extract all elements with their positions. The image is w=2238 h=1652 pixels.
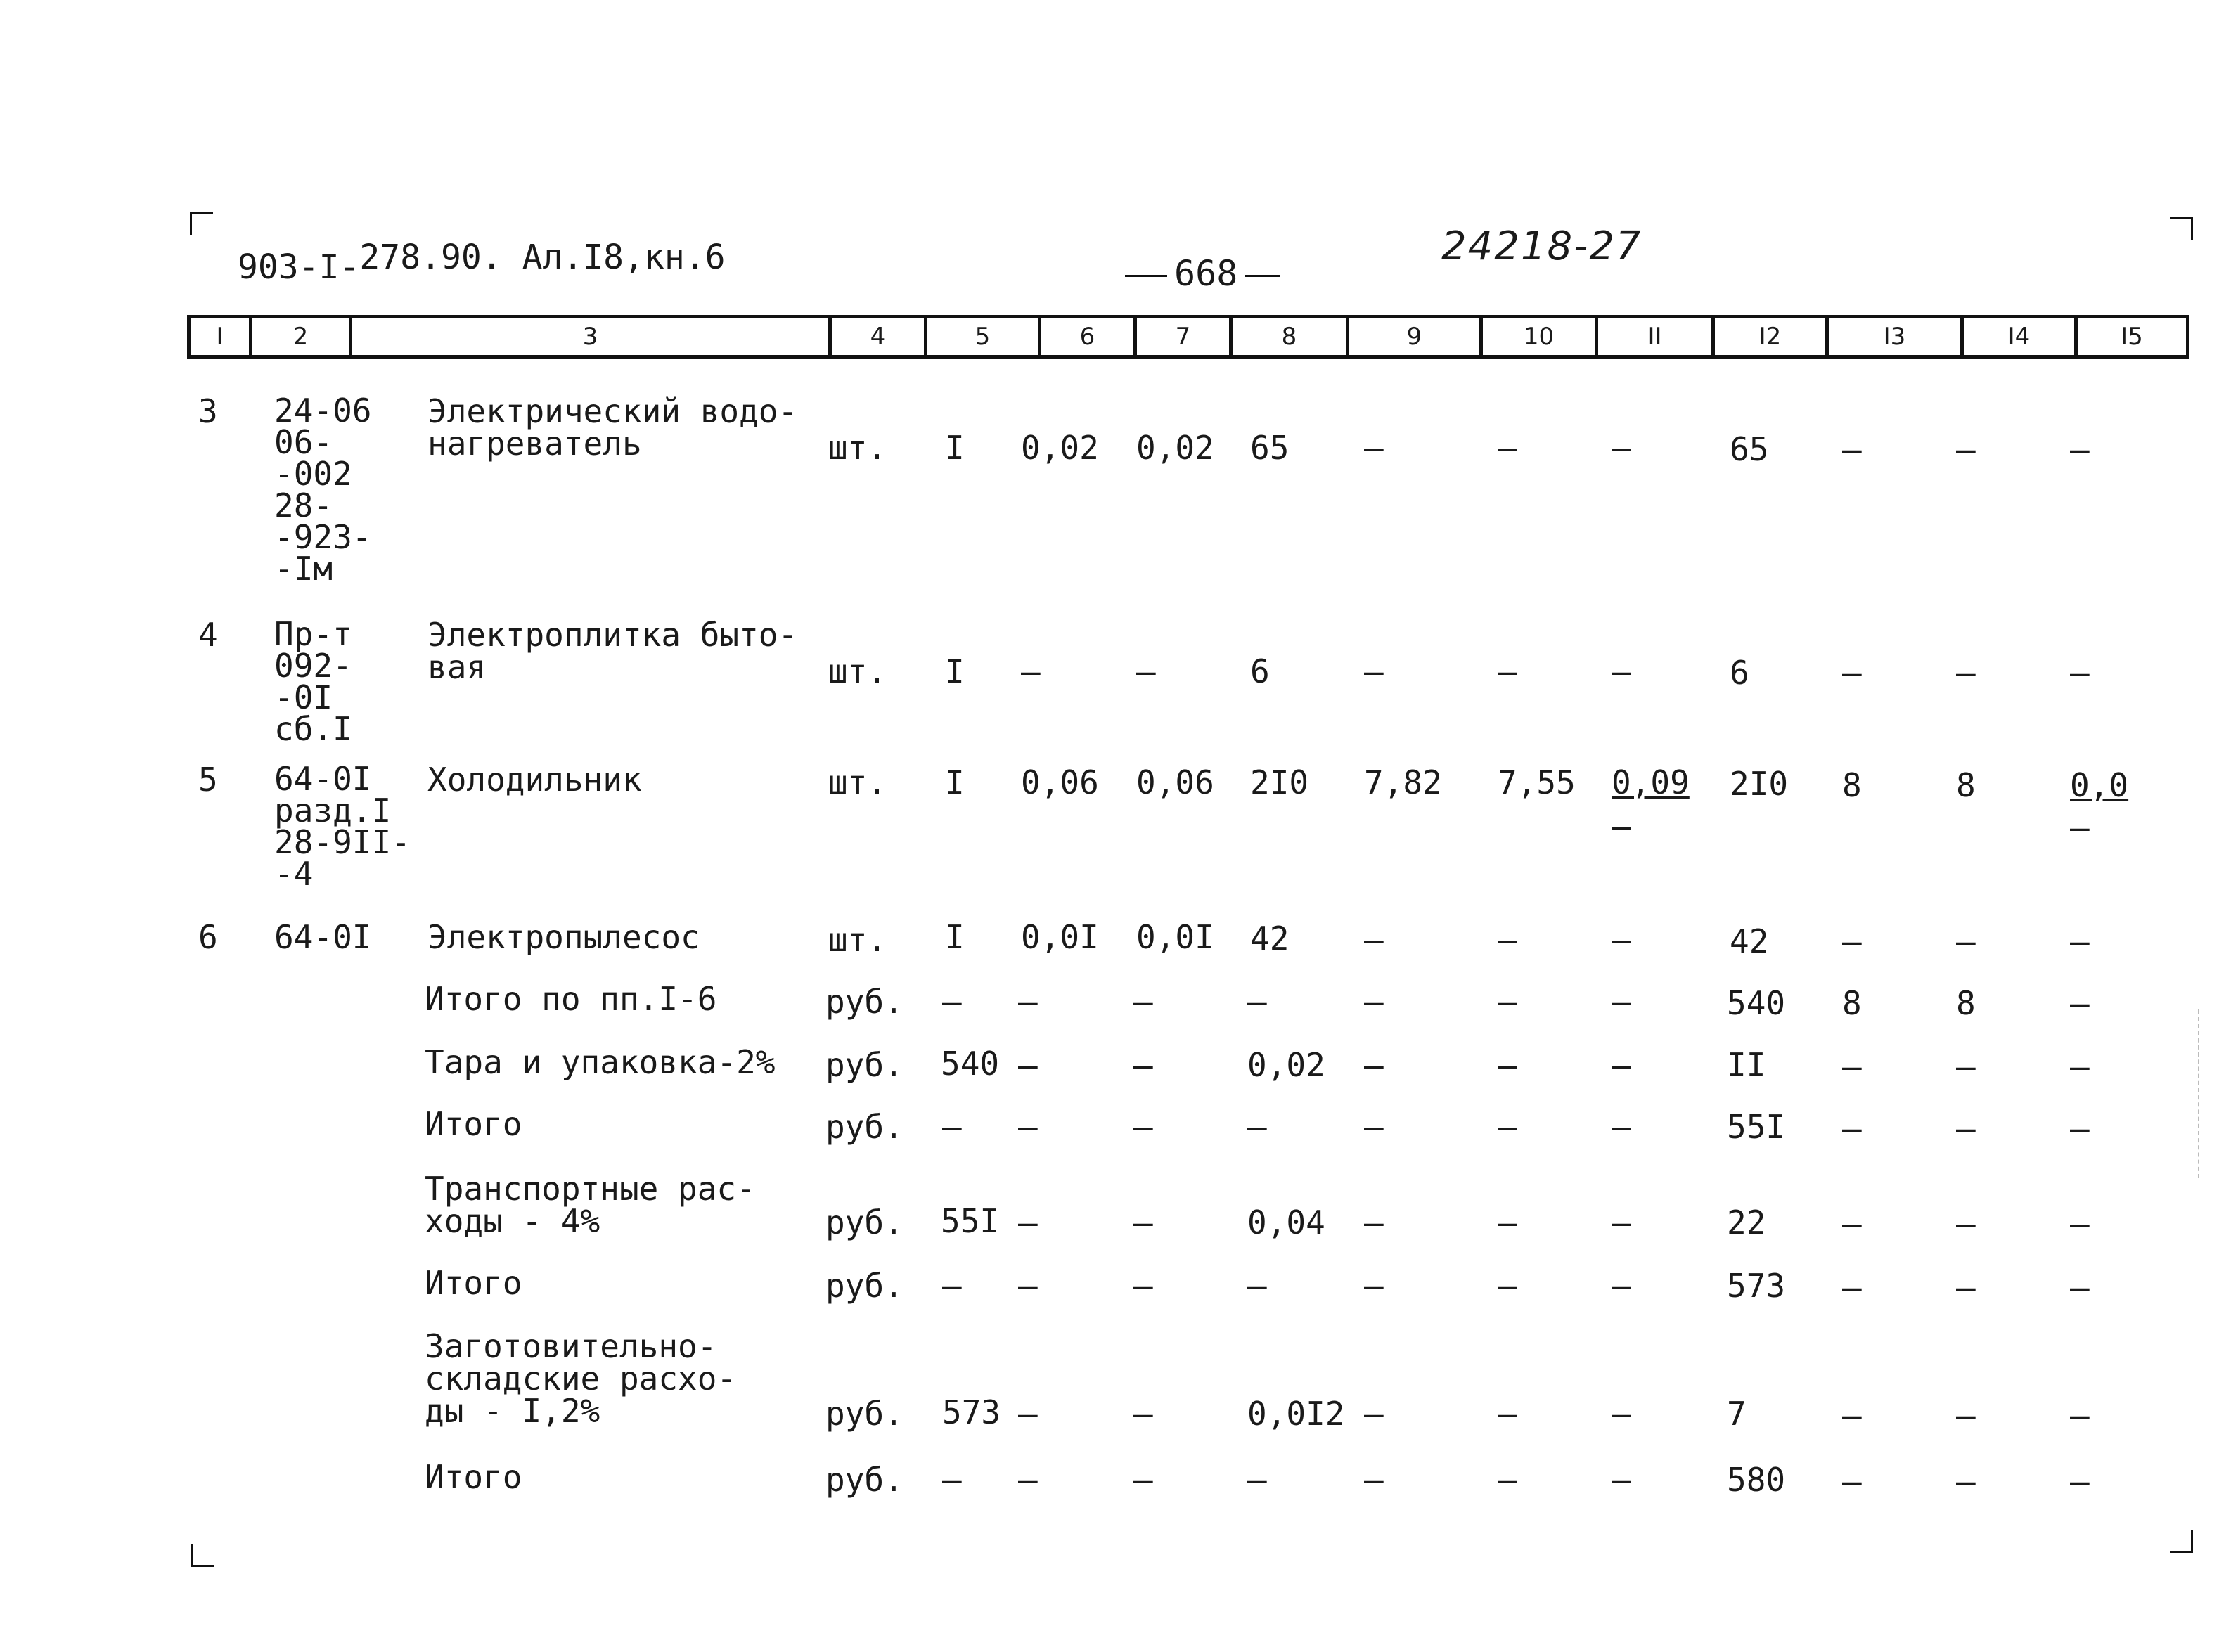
cell-col7: 0,0I [1136, 918, 1214, 956]
cell-col14: – [1956, 1205, 1976, 1243]
cell-col12: II [1727, 1046, 1766, 1084]
cell-col9: – [1364, 429, 1384, 467]
cell-col5: – [942, 1267, 962, 1305]
cell-col6: – [1018, 983, 1038, 1021]
cell-col9: – [1364, 1461, 1384, 1499]
cell-col10: – [1498, 1395, 1517, 1433]
cell-col11: – [1612, 1461, 1631, 1499]
document-code [238, 238, 726, 287]
cell-col8: – [1247, 983, 1267, 1021]
cell-col13: – [1842, 430, 1862, 468]
column-number: II [1595, 318, 1711, 355]
cell-col15: – [2070, 430, 2090, 468]
column-number: 10 [1479, 318, 1595, 355]
cell-col10: – [1498, 1046, 1517, 1084]
cell-col13: – [1842, 1268, 1862, 1306]
cell-col6: – [1018, 1267, 1038, 1305]
cell-col11: – [1612, 983, 1631, 1021]
row-code: Пр-т 092- -0I сб.I [274, 615, 352, 748]
row-name: Итого по пп.I-6 [425, 980, 717, 1018]
row-name: Итого [425, 1458, 522, 1496]
column-number: 9 [1346, 318, 1479, 355]
cell-col12: 42 [1730, 922, 1769, 960]
cell-col8: 2I0 [1250, 763, 1309, 801]
cell-col5: I [945, 918, 965, 956]
cell-col15: – [2070, 1462, 2090, 1500]
cell-col9: – [1364, 1108, 1384, 1146]
corner-mark-bottom-left [191, 1544, 214, 1567]
cell-col9: – [1364, 921, 1384, 959]
cell-col11: – [1612, 1108, 1631, 1146]
column-number: 5 [924, 318, 1038, 355]
row-name: Тара и упаковка-2% [425, 1043, 776, 1081]
row-unit: руб. [825, 1108, 903, 1146]
cell-col5: I [945, 652, 965, 690]
cell-col12: 7 [1727, 1395, 1747, 1433]
corner-mark-bottom-right [2170, 1530, 2193, 1553]
cell-col8: 65 [1250, 429, 1290, 467]
cell-col12: 22 [1727, 1203, 1766, 1241]
cell-col14: – [1956, 654, 1976, 692]
row-unit: шт. [828, 921, 887, 959]
cell-col14: – [1956, 1462, 1976, 1500]
cell-col11: – [1612, 1395, 1631, 1433]
cell-col13: 8 [1842, 766, 1862, 804]
cell-col8: 42 [1250, 919, 1290, 957]
cell-col7: 0,06 [1136, 763, 1214, 801]
row-code: 64-0I разд.I 28-9II- -4 [274, 760, 411, 893]
column-number: I2 [1711, 318, 1825, 355]
cell-col6: – [1018, 1203, 1038, 1241]
cell-col8: 0,0I2 [1247, 1395, 1345, 1433]
cell-col14: – [1956, 1268, 1976, 1306]
cell-col6: – [1018, 1461, 1038, 1499]
cell-col10: – [1498, 652, 1517, 690]
corner-mark-top-left [190, 212, 213, 235]
cell-col15: – [2070, 922, 2090, 960]
column-number-bar [187, 315, 2189, 359]
row-code: 64-0I [274, 918, 372, 956]
cell-col14: 8 [1956, 766, 1976, 804]
cell-col6: – [1018, 1108, 1038, 1146]
row-unit: шт. [828, 763, 887, 801]
cell-col6: 0,06 [1021, 763, 1099, 801]
cell-col9: – [1364, 1395, 1384, 1433]
row-number: 5 [198, 761, 218, 799]
cell-col11: – [1612, 1203, 1631, 1241]
row-code: 24-06 06- -002 28- -923- -Iм [274, 392, 372, 588]
cell-col15: – [2070, 1396, 2090, 1434]
row-number: 4 [198, 616, 218, 654]
corner-mark-top-right [2170, 217, 2193, 240]
cell-col15: – [2070, 1047, 2090, 1085]
cell-col15: – [2070, 984, 2090, 1022]
row-name: Электроплитка быто- вая [427, 616, 798, 686]
cell-col10: – [1498, 1203, 1517, 1241]
cell-col5: I [945, 429, 965, 467]
row-name: Электрический водо- нагреватель [427, 392, 798, 463]
cell-col5: – [942, 983, 962, 1021]
cell-col9: – [1364, 983, 1384, 1021]
cell-col8: – [1247, 1461, 1267, 1499]
cell-col6: – [1021, 652, 1041, 690]
row-unit: шт. [828, 652, 887, 690]
row-number: 6 [198, 918, 218, 956]
cell-col7: – [1133, 1461, 1153, 1499]
column-number: I3 [1825, 318, 1960, 355]
cell-col14: – [1956, 1396, 1976, 1434]
cell-col12: 55I [1727, 1108, 1786, 1146]
cell-col5: – [942, 1108, 962, 1146]
cell-col7: – [1133, 1046, 1153, 1084]
row-unit: руб. [825, 1267, 903, 1305]
row-unit: шт. [828, 429, 887, 467]
cell-col12: 65 [1730, 430, 1769, 468]
cell-col7: 0,02 [1136, 429, 1214, 467]
cell-col12: 540 [1727, 984, 1786, 1022]
cell-col9: – [1364, 652, 1384, 690]
cell-col11: – [1612, 921, 1631, 959]
row-unit: руб. [825, 1461, 903, 1499]
cell-col7: – [1133, 1267, 1153, 1305]
cell-col8: 0,04 [1247, 1203, 1325, 1241]
cell-col6: – [1018, 1046, 1038, 1084]
cell-col11: 0,09 [1612, 763, 1690, 801]
cell-col8: – [1247, 1108, 1267, 1146]
cell-col15: – [2070, 1205, 2090, 1243]
cell-col11: – [1612, 429, 1631, 467]
cell-col11: – [1612, 1267, 1631, 1305]
cell-col13: – [1842, 654, 1862, 692]
column-number: I [187, 318, 249, 355]
cell-col10: – [1498, 1267, 1517, 1305]
cell-col12: 6 [1730, 654, 1749, 692]
cell-col6: – [1018, 1395, 1038, 1433]
document-code-prefix: 903-I- [238, 247, 360, 287]
cell-col15: – [2070, 1109, 2090, 1147]
cell-col8: – [1247, 1267, 1267, 1305]
row-number: 3 [198, 392, 218, 430]
cell-col10: – [1498, 921, 1517, 959]
cell-col10: – [1498, 1461, 1517, 1499]
row-name: Транспортные рас- ходы - 4% [425, 1170, 756, 1240]
cell-col5: 540 [941, 1045, 1000, 1083]
cell-col12: 580 [1727, 1461, 1786, 1499]
page-number [1118, 253, 1287, 294]
cell-col13: 8 [1842, 984, 1862, 1022]
cell-col11: – [1612, 1046, 1631, 1084]
cell-col5: I [945, 763, 965, 801]
cell-col11: – [1612, 652, 1631, 690]
cell-col10: – [1498, 429, 1517, 467]
cell-col15: – [2070, 654, 2090, 692]
cell-col6: 0,02 [1021, 429, 1099, 467]
cell-col10: – [1498, 1108, 1517, 1146]
cell-col15-sub: – [2070, 808, 2090, 846]
cell-col13: – [1842, 1047, 1862, 1085]
row-name: Заготовительно- складские расхо- ды - I,2% [425, 1327, 737, 1430]
page-number-value: 668 [1174, 253, 1238, 294]
column-number: 2 [249, 318, 349, 355]
row-unit: руб. [825, 1203, 903, 1241]
column-number: 4 [828, 318, 924, 355]
cell-col8: 6 [1250, 652, 1270, 690]
cell-col14: – [1956, 1047, 1976, 1085]
cell-col10: – [1498, 983, 1517, 1021]
row-name: Итого [425, 1264, 522, 1302]
row-unit: руб. [825, 1395, 903, 1433]
cell-col14: 8 [1956, 984, 1976, 1022]
column-number: 3 [349, 318, 828, 355]
cell-col10: 7,55 [1498, 763, 1576, 801]
row-unit: руб. [825, 983, 903, 1021]
cell-col14: – [1956, 430, 1976, 468]
cell-col14: – [1956, 922, 1976, 960]
row-name: Итого [425, 1105, 522, 1143]
cell-col7: – [1133, 1108, 1153, 1146]
cell-col13: – [1842, 1109, 1862, 1147]
cell-col8: 0,02 [1247, 1046, 1325, 1084]
cell-col12: 2I0 [1730, 765, 1789, 803]
row-name: Электропылесос [427, 918, 700, 956]
cell-col14: – [1956, 1109, 1976, 1147]
column-number: 6 [1038, 318, 1133, 355]
cell-col5: 573 [942, 1393, 1001, 1431]
cell-col6: 0,0I [1021, 918, 1099, 956]
column-number: 8 [1229, 318, 1346, 355]
cell-col12: 573 [1727, 1267, 1786, 1305]
document-code-rest: 278.90. Ал.I8,кн.6 [359, 238, 726, 277]
cell-col13: – [1842, 1396, 1862, 1434]
cell-col7: – [1133, 1203, 1153, 1241]
cell-col11-sub: – [1612, 807, 1631, 845]
cell-col15: – [2070, 1268, 2090, 1306]
cell-col9: – [1364, 1046, 1384, 1084]
row-unit: руб. [825, 1046, 903, 1084]
cell-col7: – [1133, 983, 1153, 1021]
cell-col9: – [1364, 1203, 1384, 1241]
cell-col7: – [1133, 1395, 1153, 1433]
row-name: Холодильник [427, 761, 642, 799]
handwritten-stamp: 24218-27 [1441, 224, 1642, 269]
cell-col13: – [1842, 1462, 1862, 1500]
cell-col5: – [942, 1461, 962, 1499]
cell-col9: – [1364, 1267, 1384, 1305]
cell-col13: – [1842, 922, 1862, 960]
column-number: I5 [2074, 318, 2189, 355]
cell-col7: – [1136, 652, 1156, 690]
column-number: 7 [1133, 318, 1229, 355]
cell-col13: – [1842, 1205, 1862, 1243]
cell-col15: 0,0 [2070, 766, 2129, 804]
cell-col9: 7,82 [1364, 763, 1442, 801]
scan-margin-line [2198, 1009, 2201, 1178]
column-number: I4 [1960, 318, 2074, 355]
cell-col5: 55I [941, 1202, 1000, 1240]
